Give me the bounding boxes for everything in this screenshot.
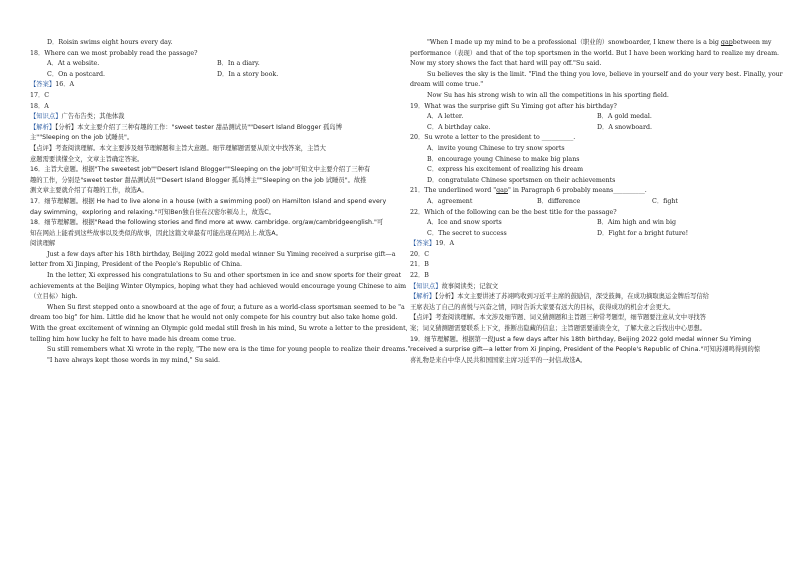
passage-paragraph: performance（表现）and that of the top sportsmen in the world. But I have been working hard to realize my dream. bbox=[410, 49, 780, 57]
knowledge-text: 广告布告类；其他体裁 bbox=[61, 113, 125, 121]
analysis-text: 【分析】本文主要讲述了苏翊鸣收到习近平主席的鼓励信，深受鼓舞，在成功摘取奥运金牌后写信给 bbox=[435, 293, 710, 301]
option-a: A．agreement bbox=[427, 197, 473, 205]
comment-line: 案；词义猜测题需要联系上下文，推断出隐藏的信息；主旨题需要通读全文，了解大意之后找出中心思想。 bbox=[410, 325, 706, 333]
passage-paragraph: With the great excitement of winning an Olympic gold medal still fresh in his mind, Su wrote a letter to the president, bbox=[30, 325, 408, 333]
option-c: C．On a postcard. bbox=[47, 70, 105, 78]
right-column bbox=[410, 38, 783, 366]
explanation-17: day swimming，exploring and relaxing."可知Ben独自住在汉密尔顿岛上，故选C。 bbox=[30, 208, 275, 216]
passage-paragraph: letter from Xi Jinping, President of the People's Republic of China. bbox=[30, 261, 243, 269]
explanation-16: 16．主旨大意题。根据"The sweetest job""Desert Island Blogger""Sleeping on the job"可知文中主要介绍了三种有 bbox=[30, 166, 371, 174]
answer-19 bbox=[410, 239, 762, 250]
comment-line: 意题需要读懂全文，文章主旨确定答案。 bbox=[30, 155, 144, 163]
passage-paragraph: In the letter, Xi expressed his congratulations to Su and other sportsmen in ice and snow sports for their great bbox=[47, 272, 402, 280]
question-text: " in Paragraph 6 probably means__________. bbox=[507, 187, 647, 195]
options-row bbox=[30, 59, 382, 70]
analysis-line: 王席表达了自己的喜悦与兴奋之情，同时告诉大家要有远大的目标，获得成功的机会才会更大。 bbox=[410, 303, 675, 311]
passage-paragraph: （立目标）high. bbox=[30, 293, 78, 301]
option-b: B．Aim high and win big bbox=[597, 219, 676, 227]
passage-paragraph: Su still remembers what Xi wrote in the reply, "The new era is the time for young people to realize their dreams." bbox=[47, 346, 411, 354]
analysis-line bbox=[30, 123, 382, 134]
explanation-19: 喜礼物是来自中华人民共和国国家主席习近平的一封信,故选A。 bbox=[410, 356, 587, 364]
explanation-16: 测文章主要就介绍了有趣的工作，故选A。 bbox=[30, 187, 148, 195]
analysis-tag: 【解析】 bbox=[410, 293, 436, 301]
option-a: A．invite young Chinese to try snow sports bbox=[427, 144, 565, 152]
passage-paragraph: Now Su has his strong wish to win all the competitions in his sporting field. bbox=[427, 91, 669, 99]
option-b: B．In a diary. bbox=[217, 60, 260, 68]
option-d: D．congratulate Chinese sportsmen on their achievements bbox=[427, 176, 616, 184]
answer-value: 16．A bbox=[55, 81, 75, 89]
options-row bbox=[410, 197, 762, 208]
question-20: 20．Su wrote a letter to the president to __________. bbox=[410, 134, 576, 142]
options-row bbox=[410, 112, 762, 123]
passage-paragraph: Now my story shows the fact that hard will pay off."Su said. bbox=[410, 60, 602, 68]
passage-paragraph bbox=[410, 38, 772, 49]
analysis-tag: 【解析】 bbox=[30, 123, 56, 131]
option-c: C．A birthday cake. bbox=[427, 123, 491, 131]
explanation-18: 知在网站上能看到这些故事以及类似的故事，因此这篇文章最有可能出现在网站上.故选A。 bbox=[30, 229, 282, 237]
explanation-19: 19．细节理解题。根据第一段Just a few days after his 18th birthday, Beijing 2022 gold medal winner Su Yiming bbox=[410, 335, 752, 343]
question-19: 19．What was the surprise gift Su Yiming got after his birthday? bbox=[410, 102, 617, 110]
passage-text: between my bbox=[732, 39, 772, 46]
option-a: A．Ice and snow sports bbox=[427, 219, 502, 227]
option-d: D．Fight for a bright future! bbox=[597, 229, 689, 237]
option-c: C．express his excitement of realizing his dream bbox=[427, 166, 584, 174]
option-b: B．A gold medal. bbox=[597, 113, 652, 121]
option-a: A．At a website. bbox=[47, 60, 100, 68]
answer-20: 20．C bbox=[410, 250, 430, 258]
question-text: 21．The underlined word " bbox=[410, 187, 497, 195]
passage-paragraph: When Su first stepped onto a snowboard at the age of four, a future as a world-class sportsman seemed to be "a bbox=[47, 303, 405, 311]
answer-21: 21．B bbox=[410, 261, 429, 269]
question-18: 18．Where can we most probably read the passage? bbox=[30, 49, 198, 57]
explanation-16: 趣的工作，分别是"sweet tester 甜品测试员""Desert Island Blogger 孤岛博主""Sleeping on the job 试睡员"。故推 bbox=[30, 176, 367, 184]
comment-line: 【点评】考查阅读理解。本文涉及细节题、词义猜测题和主旨题三种常考题型，细节题要注意从文中寻找答 bbox=[410, 314, 706, 322]
answer-16 bbox=[30, 80, 382, 91]
analysis-text: 【分析】本文主要介绍了三种有趣的工作："sweet tester 甜品测试员""Desert Island Blogger 孤岛博 bbox=[55, 123, 343, 131]
options-row bbox=[30, 70, 382, 81]
knowledge-text: 故事阅读类；记叙文 bbox=[441, 282, 499, 290]
knowledge-tag: 【知识点】 bbox=[410, 282, 442, 290]
section-heading: 阅读理解 bbox=[30, 240, 56, 248]
option-d: D．In a story book. bbox=[217, 70, 279, 78]
option-b: B．encourage young Chinese to make big plans bbox=[427, 155, 580, 163]
options-row bbox=[410, 229, 762, 240]
answer-tag: 【答案】 bbox=[30, 81, 56, 89]
options-row bbox=[410, 218, 762, 229]
answer-value: 19．A bbox=[435, 240, 455, 248]
explanation-17: 17．细节理解题。根据 He had to live alone in a house (with a swimming pool) on Hamilton Island and spend every bbox=[30, 197, 387, 205]
knowledge-tag: 【知识点】 bbox=[30, 113, 62, 121]
passage-paragraph: "I have always kept those words in my mind," Su said. bbox=[47, 356, 221, 364]
underlined-word: gap bbox=[496, 187, 508, 195]
passage-paragraph: dream too big" for him. Little did he know that he would not only compete for his country but also take home gold. bbox=[30, 314, 398, 322]
option-d: D．A snowboard. bbox=[597, 123, 652, 131]
passage-paragraph: achievements at the Beijing Winter Olympics, hoping what they had achieved would encourage young Chinese to aim bbox=[30, 282, 407, 290]
left-column bbox=[30, 38, 411, 366]
analysis-line: 主""Sleeping on the job 试睡员"。 bbox=[30, 134, 134, 142]
options-row bbox=[410, 123, 762, 134]
question-21 bbox=[410, 186, 762, 197]
option-a: A．A letter. bbox=[427, 113, 464, 121]
option-b: B．difference bbox=[537, 197, 581, 205]
underlined-word: gap bbox=[720, 39, 733, 46]
answer-22: 22．B bbox=[410, 272, 429, 280]
knowledge-point bbox=[30, 112, 382, 123]
explanation-18: 18．细节理解题。根据"Read the following stories and find more at www. cambridge. org/aw/cambridgeenglish."可 bbox=[30, 219, 384, 227]
option-d-q17: D．Roisin swims eight hours every day. bbox=[47, 39, 173, 46]
passage-paragraph: telling him how lucky he felt to have made his dream come true. bbox=[30, 335, 237, 343]
answer-18: 18．A bbox=[30, 102, 49, 110]
question-22: 22．Which of the following can be the best title for the passage? bbox=[410, 208, 617, 216]
passage-paragraph: Su believes the sky is the limit. "Find the thing you love, believe in yourself and do your very best. Finally, your bbox=[427, 70, 783, 78]
explanation-19: received a surprise gift—a letter from Xi Jinping, President of the People's Republic of China."可知苏翊鸣得到的惊 bbox=[410, 346, 761, 354]
option-c: C．The secret to success bbox=[427, 229, 507, 237]
passage-text: "When I made up my mind to be a professional（职业的）snowboarder, I knew there is a big bbox=[427, 39, 721, 46]
passage-paragraph: Just a few days after his 18th birthday, Beijing 2022 gold medal winner Su Yiming received a surprise gift—a bbox=[47, 250, 396, 258]
knowledge-point bbox=[410, 282, 762, 293]
answer-tag: 【答案】 bbox=[410, 240, 436, 248]
option-c: C．fight bbox=[652, 197, 678, 205]
answer-17: 17．C bbox=[30, 91, 50, 99]
analysis-line bbox=[410, 292, 762, 303]
comment-line: 【点评】考查阅读理解。本文主要涉及细节理解题和主旨大意题。细节理解题需要从原文中找答案，主旨大 bbox=[30, 144, 326, 152]
passage-paragraph: dream will come true." bbox=[410, 81, 484, 89]
